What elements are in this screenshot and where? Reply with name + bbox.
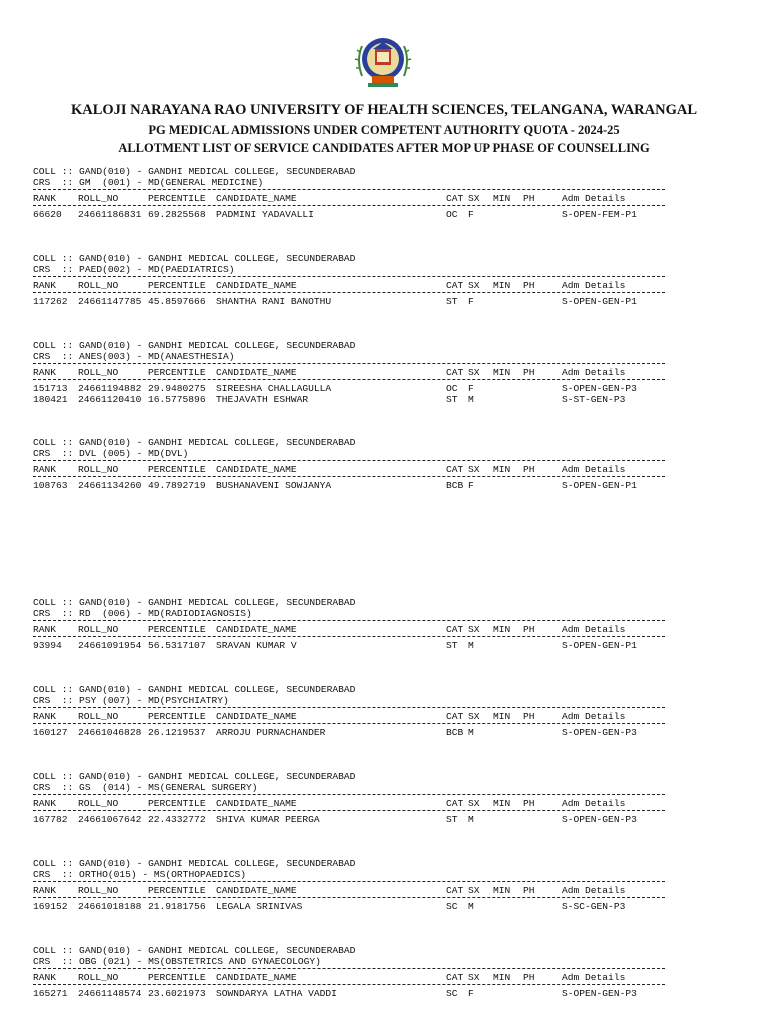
adm-details-cell: S-OPEN-GEN-P3 (562, 383, 637, 394)
candidate-name-cell: SRAVAN KUMAR V (216, 640, 297, 651)
candidate-row (33, 383, 665, 394)
sex-header: SX (468, 280, 480, 291)
rank-cell: 66620 (33, 209, 62, 220)
roll-no-cell: 24661046828 (78, 727, 142, 738)
roll-no-cell: 24661186831 (78, 209, 142, 220)
college-line: COLL :: GAND(010) - GANDHI MEDICAL COLLEGE, SECUNDERABAD (33, 437, 356, 448)
college-line: COLL :: GAND(010) - GANDHI MEDICAL COLLEGE, SECUNDERABAD (33, 340, 356, 351)
rank-cell: 151713 (33, 383, 68, 394)
course-section (33, 858, 665, 912)
college-line: COLL :: GAND(010) - GANDHI MEDICAL COLLEGE, SECUNDERABAD (33, 684, 356, 695)
candidate-row (33, 480, 665, 491)
rank-cell: 108763 (33, 480, 68, 491)
ph-header: PH (523, 711, 535, 722)
percentile-header: PERCENTILE (148, 798, 206, 809)
dashed-divider (33, 460, 665, 461)
candidate-name-cell: ARROJU PURNACHANDER (216, 727, 326, 738)
adm-details-header: Adm Details (562, 193, 626, 204)
candidate-name-cell: SIREESHA CHALLAGULLA (216, 383, 332, 394)
category-header: CAT (446, 280, 464, 291)
category-cell: SC (446, 988, 458, 999)
sex-cell: M (468, 394, 474, 405)
college-line: COLL :: GAND(010) - GANDHI MEDICAL COLLEGE, SECUNDERABAD (33, 945, 356, 956)
sex-cell: F (468, 383, 474, 394)
roll-no-cell: 24661120410 (78, 394, 142, 405)
dashed-divider (33, 189, 665, 190)
category-cell: BCB (446, 480, 464, 491)
ph-header: PH (523, 464, 535, 475)
adm-details-cell: S-SC-GEN-P3 (562, 901, 626, 912)
rank-header: RANK (33, 464, 57, 475)
candidate-name-cell: BUSHANAVENI SOWJANYA (216, 480, 332, 491)
candidate-row (33, 640, 665, 651)
adm-details-header: Adm Details (562, 798, 626, 809)
percentile-cell: 26.1219537 (148, 727, 206, 738)
adm-details-cell: S-OPEN-GEN-P1 (562, 480, 637, 491)
sex-cell: F (468, 988, 474, 999)
candidate-name-header: CANDIDATE_NAME (216, 972, 297, 983)
dashed-divider (33, 476, 665, 477)
candidate-row (33, 988, 665, 999)
adm-details-header: Adm Details (562, 711, 626, 722)
column-header-row (33, 280, 665, 291)
candidate-name-header: CANDIDATE_NAME (216, 367, 297, 378)
ph-header: PH (523, 972, 535, 983)
column-header-row (33, 193, 665, 204)
admissions-subtitle: PG MEDICAL ADMISSIONS UNDER COMPETENT AUTHORITY QUOTA - 2024-25 (148, 123, 620, 137)
course-section (33, 771, 665, 825)
minority-header: MIN (493, 624, 511, 635)
percentile-cell: 56.5317107 (148, 640, 206, 651)
sex-header: SX (468, 972, 480, 983)
sex-cell: M (468, 727, 474, 738)
roll-no-cell: 24661147785 (78, 296, 142, 307)
dashed-divider (33, 205, 665, 206)
adm-details-cell: S-OPEN-GEN-P3 (562, 727, 637, 738)
candidate-name-header: CANDIDATE_NAME (216, 798, 297, 809)
candidate-name-header: CANDIDATE_NAME (216, 885, 297, 896)
ph-header: PH (523, 193, 535, 204)
roll-no-header: ROLL_NO (78, 711, 119, 722)
sex-cell: F (468, 296, 474, 307)
percentile-cell: 22.4332772 (148, 814, 206, 825)
ph-header: PH (523, 624, 535, 635)
adm-details-cell: S-OPEN-GEN-P3 (562, 988, 637, 999)
category-header: CAT (446, 885, 464, 896)
adm-details-cell: S-OPEN-GEN-P3 (562, 814, 637, 825)
minority-header: MIN (493, 367, 511, 378)
column-header-row (33, 972, 665, 983)
dashed-divider (33, 363, 665, 364)
course-line: CRS :: ANES(003) - MD(ANAESTHESIA) (33, 351, 235, 362)
roll-no-header: ROLL_NO (78, 464, 119, 475)
category-cell: OC (446, 209, 458, 220)
course-line: CRS :: OBG (021) - MS(OBSTETRICS AND GYNAECOLOGY) (33, 956, 321, 967)
college-line: COLL :: GAND(010) - GANDHI MEDICAL COLLEGE, SECUNDERABAD (33, 771, 356, 782)
college-line: COLL :: GAND(010) - GANDHI MEDICAL COLLEGE, SECUNDERABAD (33, 253, 356, 264)
percentile-header: PERCENTILE (148, 367, 206, 378)
rank-cell: 117262 (33, 296, 68, 307)
course-section (33, 945, 665, 999)
adm-details-header: Adm Details (562, 280, 626, 291)
percentile-header: PERCENTILE (148, 193, 206, 204)
course-line: CRS :: RD (006) - MD(RADIODIAGNOSIS) (33, 608, 252, 619)
sex-header: SX (468, 464, 480, 475)
percentile-header: PERCENTILE (148, 624, 206, 635)
roll-no-cell: 24661134260 (78, 480, 142, 491)
rank-cell: 169152 (33, 901, 68, 912)
rank-header: RANK (33, 711, 57, 722)
candidate-name-cell: SOWNDARYA LATHA VADDI (216, 988, 337, 999)
percentile-cell: 45.8597666 (148, 296, 206, 307)
course-section (33, 684, 665, 738)
sex-header: SX (468, 711, 480, 722)
percentile-header: PERCENTILE (148, 711, 206, 722)
category-header: CAT (446, 972, 464, 983)
candidate-name-cell: THEJAVATH ESHWAR (216, 394, 309, 405)
category-header: CAT (446, 624, 464, 635)
sex-cell: F (468, 480, 474, 491)
adm-details-header: Adm Details (562, 367, 626, 378)
minority-header: MIN (493, 193, 511, 204)
university-title: KALOJI NARAYANA RAO UNIVERSITY OF HEALTH SCIENCES, TELANGANA, WARANGAL (70, 102, 698, 118)
dashed-divider (33, 620, 665, 621)
category-cell: OC (446, 383, 458, 394)
course-line: CRS :: GM (001) - MD(GENERAL MEDICINE) (33, 177, 264, 188)
percentile-header: PERCENTILE (148, 972, 206, 983)
category-cell: ST (446, 640, 458, 651)
candidate-name-header: CANDIDATE_NAME (216, 193, 297, 204)
candidate-row (33, 727, 665, 738)
dashed-divider (33, 897, 665, 898)
roll-no-cell: 24661018188 (78, 901, 142, 912)
dashed-divider (33, 794, 665, 795)
course-section (33, 597, 665, 651)
percentile-header: PERCENTILE (148, 280, 206, 291)
ph-header: PH (523, 885, 535, 896)
adm-details-header: Adm Details (562, 624, 626, 635)
roll-no-header: ROLL_NO (78, 885, 119, 896)
rank-header: RANK (33, 193, 57, 204)
sex-cell: M (468, 814, 474, 825)
adm-details-cell: S-OPEN-GEN-P1 (562, 296, 637, 307)
sex-cell: F (468, 209, 474, 220)
percentile-cell: 29.9480275 (148, 383, 206, 394)
rank-header: RANK (33, 624, 57, 635)
sex-header: SX (468, 885, 480, 896)
sex-header: SX (468, 798, 480, 809)
ph-header: PH (523, 280, 535, 291)
candidate-name-header: CANDIDATE_NAME (216, 464, 297, 475)
candidate-row (33, 814, 665, 825)
dashed-divider (33, 707, 665, 708)
category-cell: ST (446, 296, 458, 307)
course-line: CRS :: PSY (007) - MD(PSYCHIATRY) (33, 695, 229, 706)
course-line: CRS :: DVL (005) - MD(DVL) (33, 448, 189, 459)
ph-header: PH (523, 367, 535, 378)
dashed-divider (33, 723, 665, 724)
college-line: COLL :: GAND(010) - GANDHI MEDICAL COLLEGE, SECUNDERABAD (33, 166, 356, 177)
minority-header: MIN (493, 972, 511, 983)
dashed-divider (33, 379, 665, 380)
sex-header: SX (468, 367, 480, 378)
category-header: CAT (446, 193, 464, 204)
adm-details-header: Adm Details (562, 885, 626, 896)
college-line: COLL :: GAND(010) - GANDHI MEDICAL COLLEGE, SECUNDERABAD (33, 597, 356, 608)
percentile-header: PERCENTILE (148, 885, 206, 896)
dashed-divider (33, 276, 665, 277)
roll-no-cell: 24661194882 (78, 383, 142, 394)
rank-header: RANK (33, 972, 57, 983)
candidate-row (33, 394, 665, 405)
university-logo (354, 32, 412, 92)
rank-header: RANK (33, 367, 57, 378)
minority-header: MIN (493, 711, 511, 722)
category-cell: ST (446, 814, 458, 825)
category-header: CAT (446, 464, 464, 475)
rank-header: RANK (33, 798, 57, 809)
adm-details-cell: S-OPEN-FEM-P1 (562, 209, 637, 220)
roll-no-header: ROLL_NO (78, 798, 119, 809)
roll-no-header: ROLL_NO (78, 367, 119, 378)
roll-no-cell: 24661091954 (78, 640, 142, 651)
rank-header: RANK (33, 885, 57, 896)
roll-no-cell: 24661067642 (78, 814, 142, 825)
candidate-name-cell: PADMINI YADAVALLI (216, 209, 314, 220)
candidate-name-cell: SHIVA KUMAR PEERGA (216, 814, 320, 825)
dashed-divider (33, 810, 665, 811)
ph-header: PH (523, 798, 535, 809)
column-header-row (33, 798, 665, 809)
percentile-cell: 49.7892719 (148, 480, 206, 491)
course-section (33, 253, 665, 307)
sex-cell: M (468, 640, 474, 651)
course-line: CRS :: PAED(002) - MD(PAEDIATRICS) (33, 264, 235, 275)
rank-cell: 93994 (33, 640, 62, 651)
dashed-divider (33, 968, 665, 969)
candidate-name-cell: LEGALA SRINIVAS (216, 901, 303, 912)
adm-details-header: Adm Details (562, 464, 626, 475)
candidate-name-header: CANDIDATE_NAME (216, 624, 297, 635)
percentile-cell: 69.2825568 (148, 209, 206, 220)
dashed-divider (33, 292, 665, 293)
adm-details-cell: S-ST-GEN-P3 (562, 394, 626, 405)
candidate-row (33, 209, 665, 220)
adm-details-cell: S-OPEN-GEN-P1 (562, 640, 637, 651)
category-header: CAT (446, 367, 464, 378)
candidate-row (33, 901, 665, 912)
column-header-row (33, 711, 665, 722)
allotment-list-title: ALLOTMENT LIST OF SERVICE CANDIDATES AFTER MOP UP PHASE OF COUNSELLING (118, 141, 650, 155)
category-cell: ST (446, 394, 458, 405)
rank-cell: 167782 (33, 814, 68, 825)
candidate-name-cell: SHANTHA RANI BANOTHU (216, 296, 332, 307)
roll-no-header: ROLL_NO (78, 972, 119, 983)
column-header-row (33, 624, 665, 635)
rank-cell: 180421 (33, 394, 68, 405)
course-line: CRS :: ORTHO(015) - MS(ORTHOPAEDICS) (33, 869, 247, 880)
dashed-divider (33, 881, 665, 882)
minority-header: MIN (493, 798, 511, 809)
roll-no-header: ROLL_NO (78, 193, 119, 204)
candidate-name-header: CANDIDATE_NAME (216, 711, 297, 722)
category-cell: SC (446, 901, 458, 912)
sex-cell: M (468, 901, 474, 912)
category-cell: BCB (446, 727, 464, 738)
course-section (33, 437, 665, 491)
minority-header: MIN (493, 280, 511, 291)
percentile-header: PERCENTILE (148, 464, 206, 475)
rank-cell: 160127 (33, 727, 68, 738)
candidate-name-header: CANDIDATE_NAME (216, 280, 297, 291)
category-header: CAT (446, 711, 464, 722)
roll-no-cell: 24661148574 (78, 988, 142, 999)
rank-cell: 165271 (33, 988, 68, 999)
adm-details-header: Adm Details (562, 972, 626, 983)
dashed-divider (33, 984, 665, 985)
roll-no-header: ROLL_NO (78, 280, 119, 291)
percentile-cell: 16.5775896 (148, 394, 206, 405)
column-header-row (33, 885, 665, 896)
column-header-row (33, 464, 665, 475)
minority-header: MIN (493, 464, 511, 475)
roll-no-header: ROLL_NO (78, 624, 119, 635)
course-section (33, 340, 665, 405)
column-header-row (33, 367, 665, 378)
course-line: CRS :: GS (014) - MS(GENERAL SURGERY) (33, 782, 258, 793)
course-section (33, 166, 665, 220)
sex-header: SX (468, 624, 480, 635)
sex-header: SX (468, 193, 480, 204)
percentile-cell: 23.6021973 (148, 988, 206, 999)
rank-header: RANK (33, 280, 57, 291)
percentile-cell: 21.9181756 (148, 901, 206, 912)
candidate-row (33, 296, 665, 307)
category-header: CAT (446, 798, 464, 809)
college-line: COLL :: GAND(010) - GANDHI MEDICAL COLLEGE, SECUNDERABAD (33, 858, 356, 869)
dashed-divider (33, 636, 665, 637)
minority-header: MIN (493, 885, 511, 896)
